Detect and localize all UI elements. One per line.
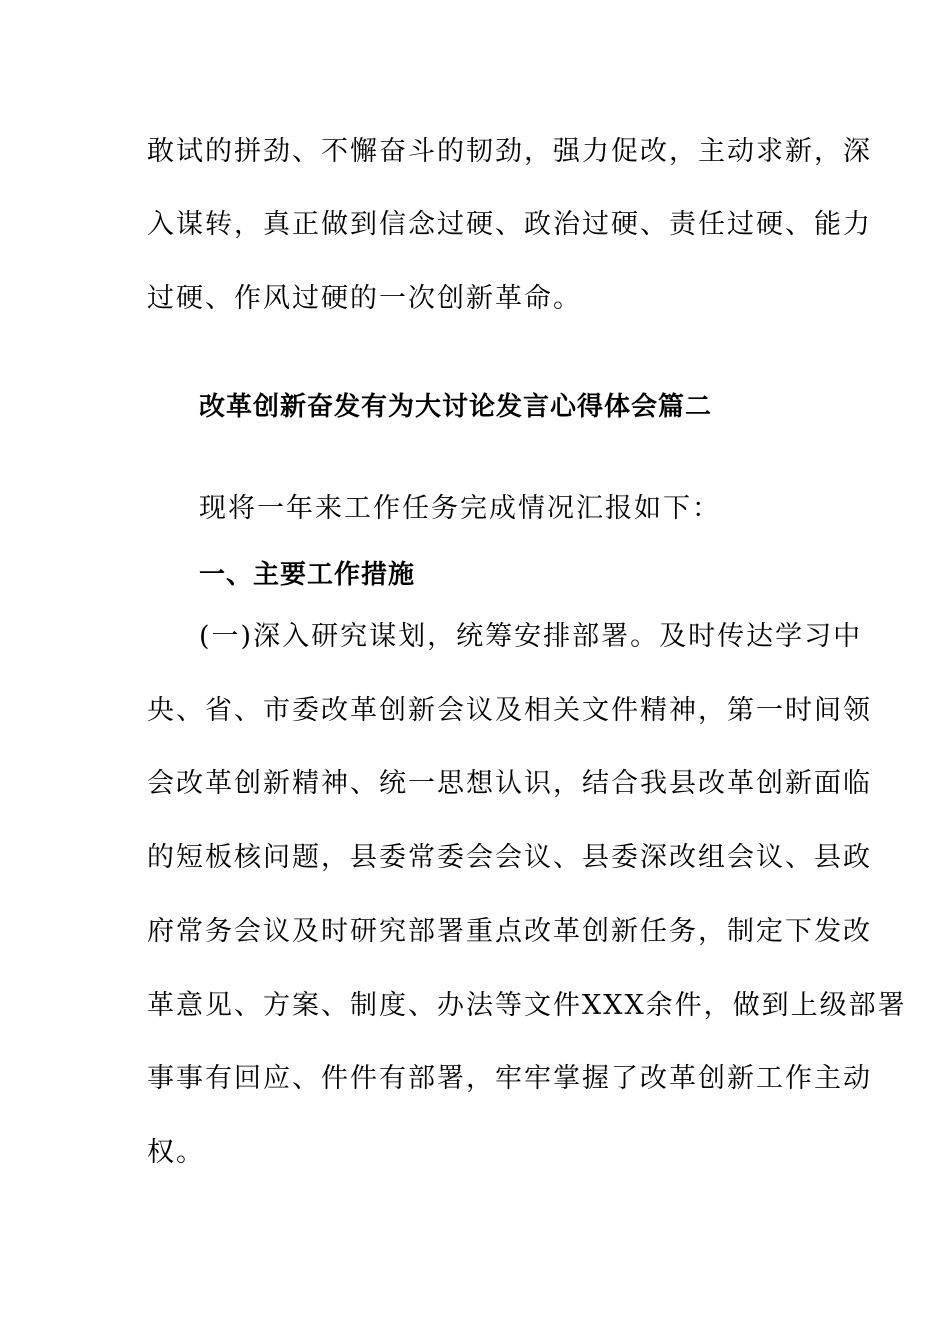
heading-main-measures: 一、主要工作措施 xyxy=(199,560,416,590)
paragraph-2-line-2: 央、省、市委改革创新会议及相关文件精神，第一时间领 xyxy=(147,695,872,726)
paragraph-2-line-3: 会改革创新精神、统一思想认识，结合我县改革创新面临 xyxy=(147,768,872,799)
paragraph-2-line-8: 权。 xyxy=(147,1137,205,1168)
paragraph-1-line-1: 敢试的拼劲、不懈奋斗的韧劲，强力促改，主动求新，深 xyxy=(147,136,872,167)
paragraph-2-line-4: 的短板核问题，县委常委会会议、县委深改组会议、县政 xyxy=(147,842,872,873)
intro-text: 现将一年来工作任务完成情况汇报如下： xyxy=(199,493,721,524)
section-title: 改革创新奋发有为大讨论发言心得体会篇二 xyxy=(199,392,713,422)
paragraph-1-line-3: 过硬、作风过硬的一次创新革命。 xyxy=(147,283,582,314)
paragraph-2-line-6: 革意见、方案、制度、办法等文件XXX余件，做到上级部署 xyxy=(147,990,907,1021)
paragraph-2-line-1: (一)深入研究谋划，统筹安排部署。及时传达学习中 xyxy=(199,621,863,652)
paragraph-1-line-2: 入谋转，真正做到信念过硬、政治过硬、责任过硬、能力 xyxy=(147,209,872,240)
paragraph-2-line-7: 事事有回应、件件有部署，牢牢掌握了改革创新工作主动 xyxy=(147,1063,872,1094)
paragraph-2-line-5: 府常务会议及时研究部署重点改革创新任务，制定下发改 xyxy=(147,916,872,947)
